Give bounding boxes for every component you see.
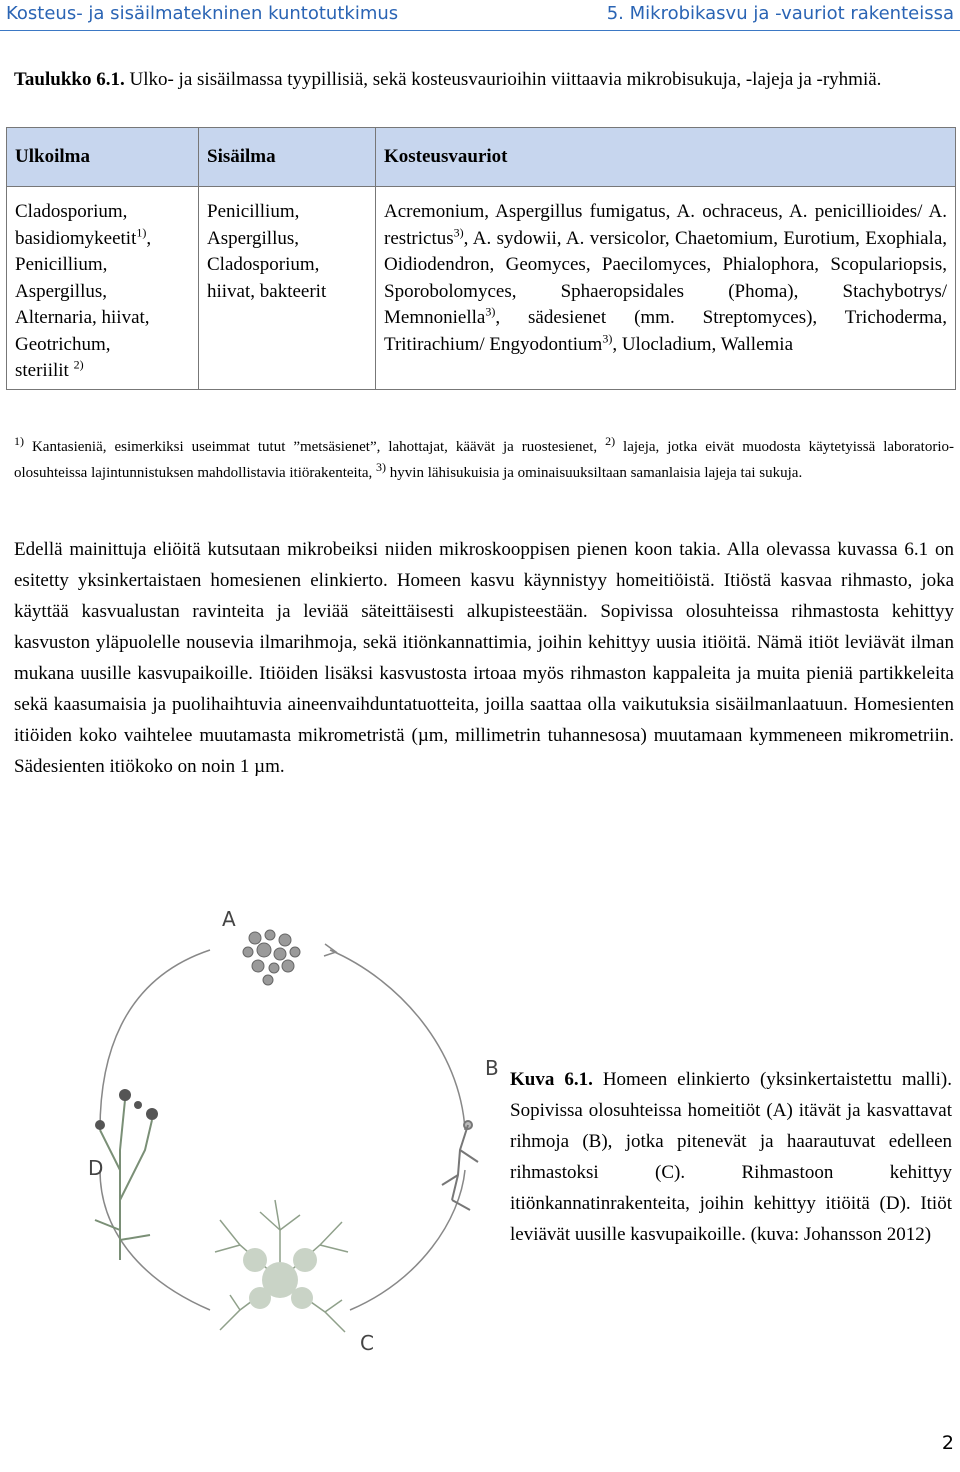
- header-outdoor: Ulkoilma: [7, 128, 199, 187]
- header-chapter: 5. Mikrobikasvu ja -vauriot rakenteissa: [606, 3, 954, 24]
- figure-caption-label: Kuva 6.1.: [510, 1069, 593, 1090]
- footnote-ref: 3): [602, 331, 613, 346]
- footnote-marker: 2): [605, 434, 616, 448]
- cell-text: , sädesienet (mm. Streptomyces), Trichoderma, Tritirachium/ Engyodontium: [384, 307, 947, 355]
- table-caption-label: Taulukko 6.1.: [14, 69, 125, 90]
- table-footnotes: [14, 434, 954, 486]
- sporophore-heads: [95, 1089, 158, 1130]
- header-title: Kosteus- ja sisäilmatekninen kuntotutkimus: [6, 3, 399, 24]
- mold-lifecycle-figure: [80, 900, 500, 1360]
- page-number: 2: [941, 1432, 954, 1454]
- cell-outdoor-text-a: Cladosporium, basidiomykeetit: [15, 201, 137, 249]
- cell-indoor: Penicillium, Aspergillus, Cladosporium, hiivat, bakteerit: [199, 187, 376, 390]
- table-caption-text: Ulko- ja sisäilmassa tyypillisiä, sekä kosteusvaurioihin viittaavia mikrobisukuja, -lajeja ja -ryhmiä.: [129, 69, 882, 90]
- cell-outdoor: [7, 187, 199, 390]
- footnote-text: lajeja, jotka eivät muodosta käytetyissä laboratorio-olosuhteissa lajintunnistuksen mahdollistavia itiörakenteita,: [14, 439, 954, 481]
- spore-cluster: [243, 930, 300, 985]
- page-header: [0, 0, 960, 31]
- footnote-ref: 2): [73, 357, 84, 372]
- footnote-marker: 3): [376, 460, 387, 474]
- cell-text: , Ulocladium, Wallemia: [612, 333, 794, 355]
- header-moisture-damage: Kosteusvauriot: [376, 128, 956, 187]
- table-header-row: [7, 128, 956, 187]
- footnote-ref: 3): [453, 225, 464, 240]
- label-a: A: [222, 907, 236, 931]
- label-c: C: [360, 1331, 374, 1355]
- label-d: D: [88, 1156, 104, 1180]
- cell-text: Acremonium, Aspergillus fumigatus, A. ochraceus, A. penicillioides/ A. restrictus: [384, 201, 947, 249]
- header-indoor: Sisäilma: [199, 128, 376, 187]
- microbe-table: [6, 127, 956, 390]
- figure-caption: [510, 1064, 952, 1250]
- footnote-ref: 1): [136, 225, 147, 240]
- footnote-marker: 1): [14, 434, 24, 448]
- body-paragraph: Edellä mainittuja eliöitä kutsutaan mikrobeiksi niiden mikroskooppisen pienen koon takia. Alla olevassa kuvassa 6.1 on esitetty yksinkertaistaen homesienen elinkierto. Homeen kasvu käynnistyy homeitiöistä. Itiöstä kasvaa rihmasto, joka käyttää kasvualustan ravinteita ja leviää säteittäisesti alkupisteestään. Sopivissa olosuhteissa rihmastosta kehittyy kasvuston yläpuolelle nousevia ilmarihmoja, sekä itiönkannattimia, joihin kehittyy uusia itiöitä. Nämä itiöt leviävät ilman mukana uusille kasvupaikoille. Itiöiden lisäksi kasvustosta irtoaa myös rihmaston kappaleita ja muita pieniä partikkeleita sekä kaasumaisia ja puolihaihtuvia aineenvaihduntatuotteita, joilla saattaa olla vaikutuksia sisäilmanlaatuun. Homesienten itiöiden koko vaihtelee muutamasta mikrometristä (µm, millimetrin tuhannesosa) muutamaan kymmeneen mikrometriin. Sädesienten itiökoko on noin 1 µm.: [14, 539, 954, 777]
- table-caption: [14, 66, 954, 94]
- lifecycle-illustration: [80, 900, 500, 1360]
- label-b: B: [485, 1056, 499, 1080]
- cell-outdoor-text-b: , Penicillium, Aspergillus, Alternaria, hiivat, Geotrichum, steriilit: [15, 227, 152, 381]
- figure-caption-text: Homeen elinkierto (yksinkertaistettu malli). Sopivissa olosuhteissa homeitiöt (A) itävät ja kasvattavat rihmoja (B), jotka pitenevät ja haarautuvat edelleen rihmastoksi (C). Rihmastoon kehittyy itiönkannatinrakenteita, joihin kehittyy itiöitä (D). Itiöt leviävät uusille kasvupaikoille. (kuva: Johansson 2012): [510, 1069, 952, 1245]
- footnote-text: hyvin lähisukuisia ja ominaisuuksiltaan samanlaisia lajeja tai sukuja.: [386, 465, 803, 481]
- table-row: [7, 187, 956, 390]
- footnote-text: Kantasieniä, esimerkiksi useimmat tutut ”metsäsienet”, lahottajat, käävät ja ruostesienet,: [24, 439, 606, 455]
- cell-text: , A. sydowii, A. versicolor, Chaetomium, Eurotium, Exophiala, Oidiodendron, Geomyces, Paecilomyces, Phialophora, Scopulariopsis, Sporobolomyces, Sphaeropsidales (Phoma), Stachybotrys/ Memnoniella: [384, 227, 947, 328]
- footnote-ref: 3): [485, 304, 496, 319]
- cell-moisture-damage: [376, 187, 956, 390]
